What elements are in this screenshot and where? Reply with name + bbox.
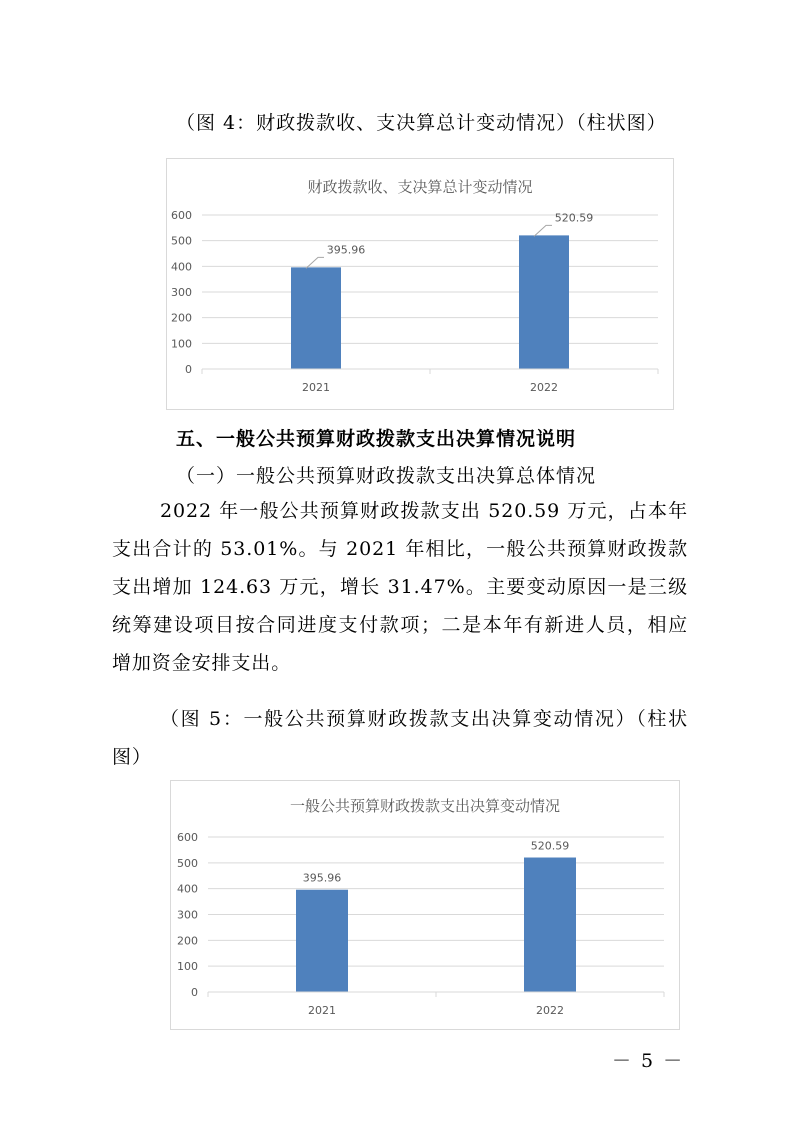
chart-financial-appropriation-total: [166, 158, 674, 410]
y-tick-label: 400: [177, 882, 198, 896]
y-tick-label: 0: [185, 363, 192, 376]
x-tick-label: 2022: [530, 381, 558, 394]
bar: [291, 267, 341, 369]
data-label-leader: [534, 225, 552, 236]
chart-title: 财政拨款收、支决算总计变动情况: [307, 178, 533, 196]
y-tick-label: 100: [177, 960, 198, 974]
y-tick-label: 300: [171, 286, 192, 299]
figure-4-caption: （图 4：财政拨款收、支决算总计变动情况）（柱状图）: [176, 112, 667, 134]
y-tick-label: 0: [191, 986, 198, 999]
data-label: 395.96: [302, 871, 342, 885]
page-number: － 5 －: [612, 1050, 685, 1072]
y-tick-label: 600: [171, 209, 192, 222]
body-paragraph: 2022 年一般公共预算财政拨款支出 520.59 万元，占本年支出合计的 53.01%。与 2021 年相比，一般公共预算财政拨款支出增加 124.63 万元，增长 31.47%。主要变动原因一是三级统筹建设项目按合同进度支付款项；二是本年有新进人员，相应增加资金安排支出。: [112, 500, 688, 674]
bar: [524, 858, 576, 992]
y-tick-label: 200: [177, 934, 198, 948]
y-tick-label: 300: [177, 908, 198, 922]
chart-1-svg: [167, 159, 673, 409]
x-tick-label: 2022: [536, 1004, 564, 1017]
figure-5-caption: （图 5：一般公共预算财政拨款支出决算变动情况）（柱状图）: [112, 708, 688, 768]
y-tick-label: 200: [171, 311, 192, 325]
section-heading: 五、一般公共预算财政拨款支出决算情况说明: [176, 428, 577, 450]
x-tick-label: 2021: [308, 1004, 336, 1017]
y-tick-label: 100: [171, 337, 192, 351]
x-tick-label: 2021: [302, 381, 330, 394]
y-tick-label: 500: [177, 856, 198, 870]
subsection-heading: （一）一般公共预算财政拨款支出决算总体情况: [176, 465, 597, 487]
data-label: 520.59: [554, 211, 594, 225]
y-tick-label: 600: [177, 831, 198, 844]
data-label: 520.59: [530, 839, 570, 853]
bar: [296, 890, 348, 992]
chart-title: 一般公共预算财政拨款支出决算变动情况: [289, 797, 561, 815]
chart-general-budget-expenditure: [170, 780, 680, 1030]
y-tick-label: 400: [171, 260, 192, 274]
bar: [519, 235, 569, 369]
data-label: 395.96: [326, 243, 366, 257]
chart-2-svg: [171, 781, 679, 1029]
y-tick-label: 500: [171, 234, 192, 248]
